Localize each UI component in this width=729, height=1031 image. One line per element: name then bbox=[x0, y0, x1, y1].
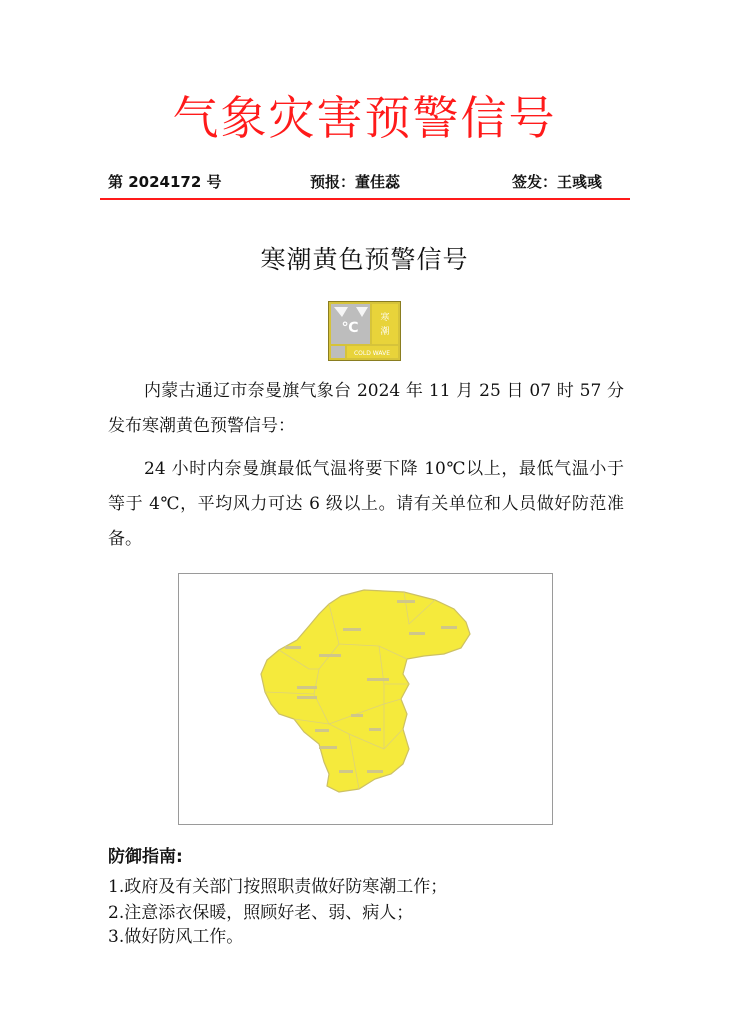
guide-item: 2.注意添衣保暖，照顾好老、弱、病人； bbox=[108, 903, 414, 923]
page-title: 气象灾害预警信号 bbox=[172, 91, 557, 145]
header-divider bbox=[100, 198, 630, 200]
signal-icon-en-label: COLD WAVE bbox=[353, 350, 391, 357]
signal-icon-cn-label: 寒 bbox=[380, 313, 390, 323]
guide-heading: 防御指南: bbox=[108, 847, 183, 867]
guide-item: 3.做好防风工作。 bbox=[108, 927, 244, 947]
forecaster: 预报：董佳蕊 bbox=[310, 173, 401, 191]
cold-wave-yellow-signal-icon bbox=[328, 301, 401, 361]
signal-icon-symbol: ℃ bbox=[341, 320, 359, 336]
county-map-shape bbox=[261, 590, 470, 792]
paragraph-forecast: 24 小时内奈曼旗最低气温将要下降 10℃以上，最低气温小于等于 4℃，平均风力可达 6 级以上。请有关单位和人员做好防范准备。 bbox=[108, 459, 624, 549]
svg-text:潮: 潮 bbox=[380, 327, 390, 337]
warning-area-map bbox=[178, 573, 553, 825]
paragraph-issuance: 内蒙古通辽市奈曼旗气象台 2024 年 11 月 25 日 07 时 57 分发布寒潮黄色预警信号： bbox=[108, 381, 624, 436]
issuer: 签发：王彧彧 bbox=[512, 173, 603, 191]
guide-item: 1.政府及有关部门按照职责做好防寒潮工作； bbox=[108, 877, 448, 897]
document-number: 第 2024172 号 bbox=[108, 173, 222, 191]
signal-title: 寒潮黄色预警信号 bbox=[260, 245, 469, 274]
